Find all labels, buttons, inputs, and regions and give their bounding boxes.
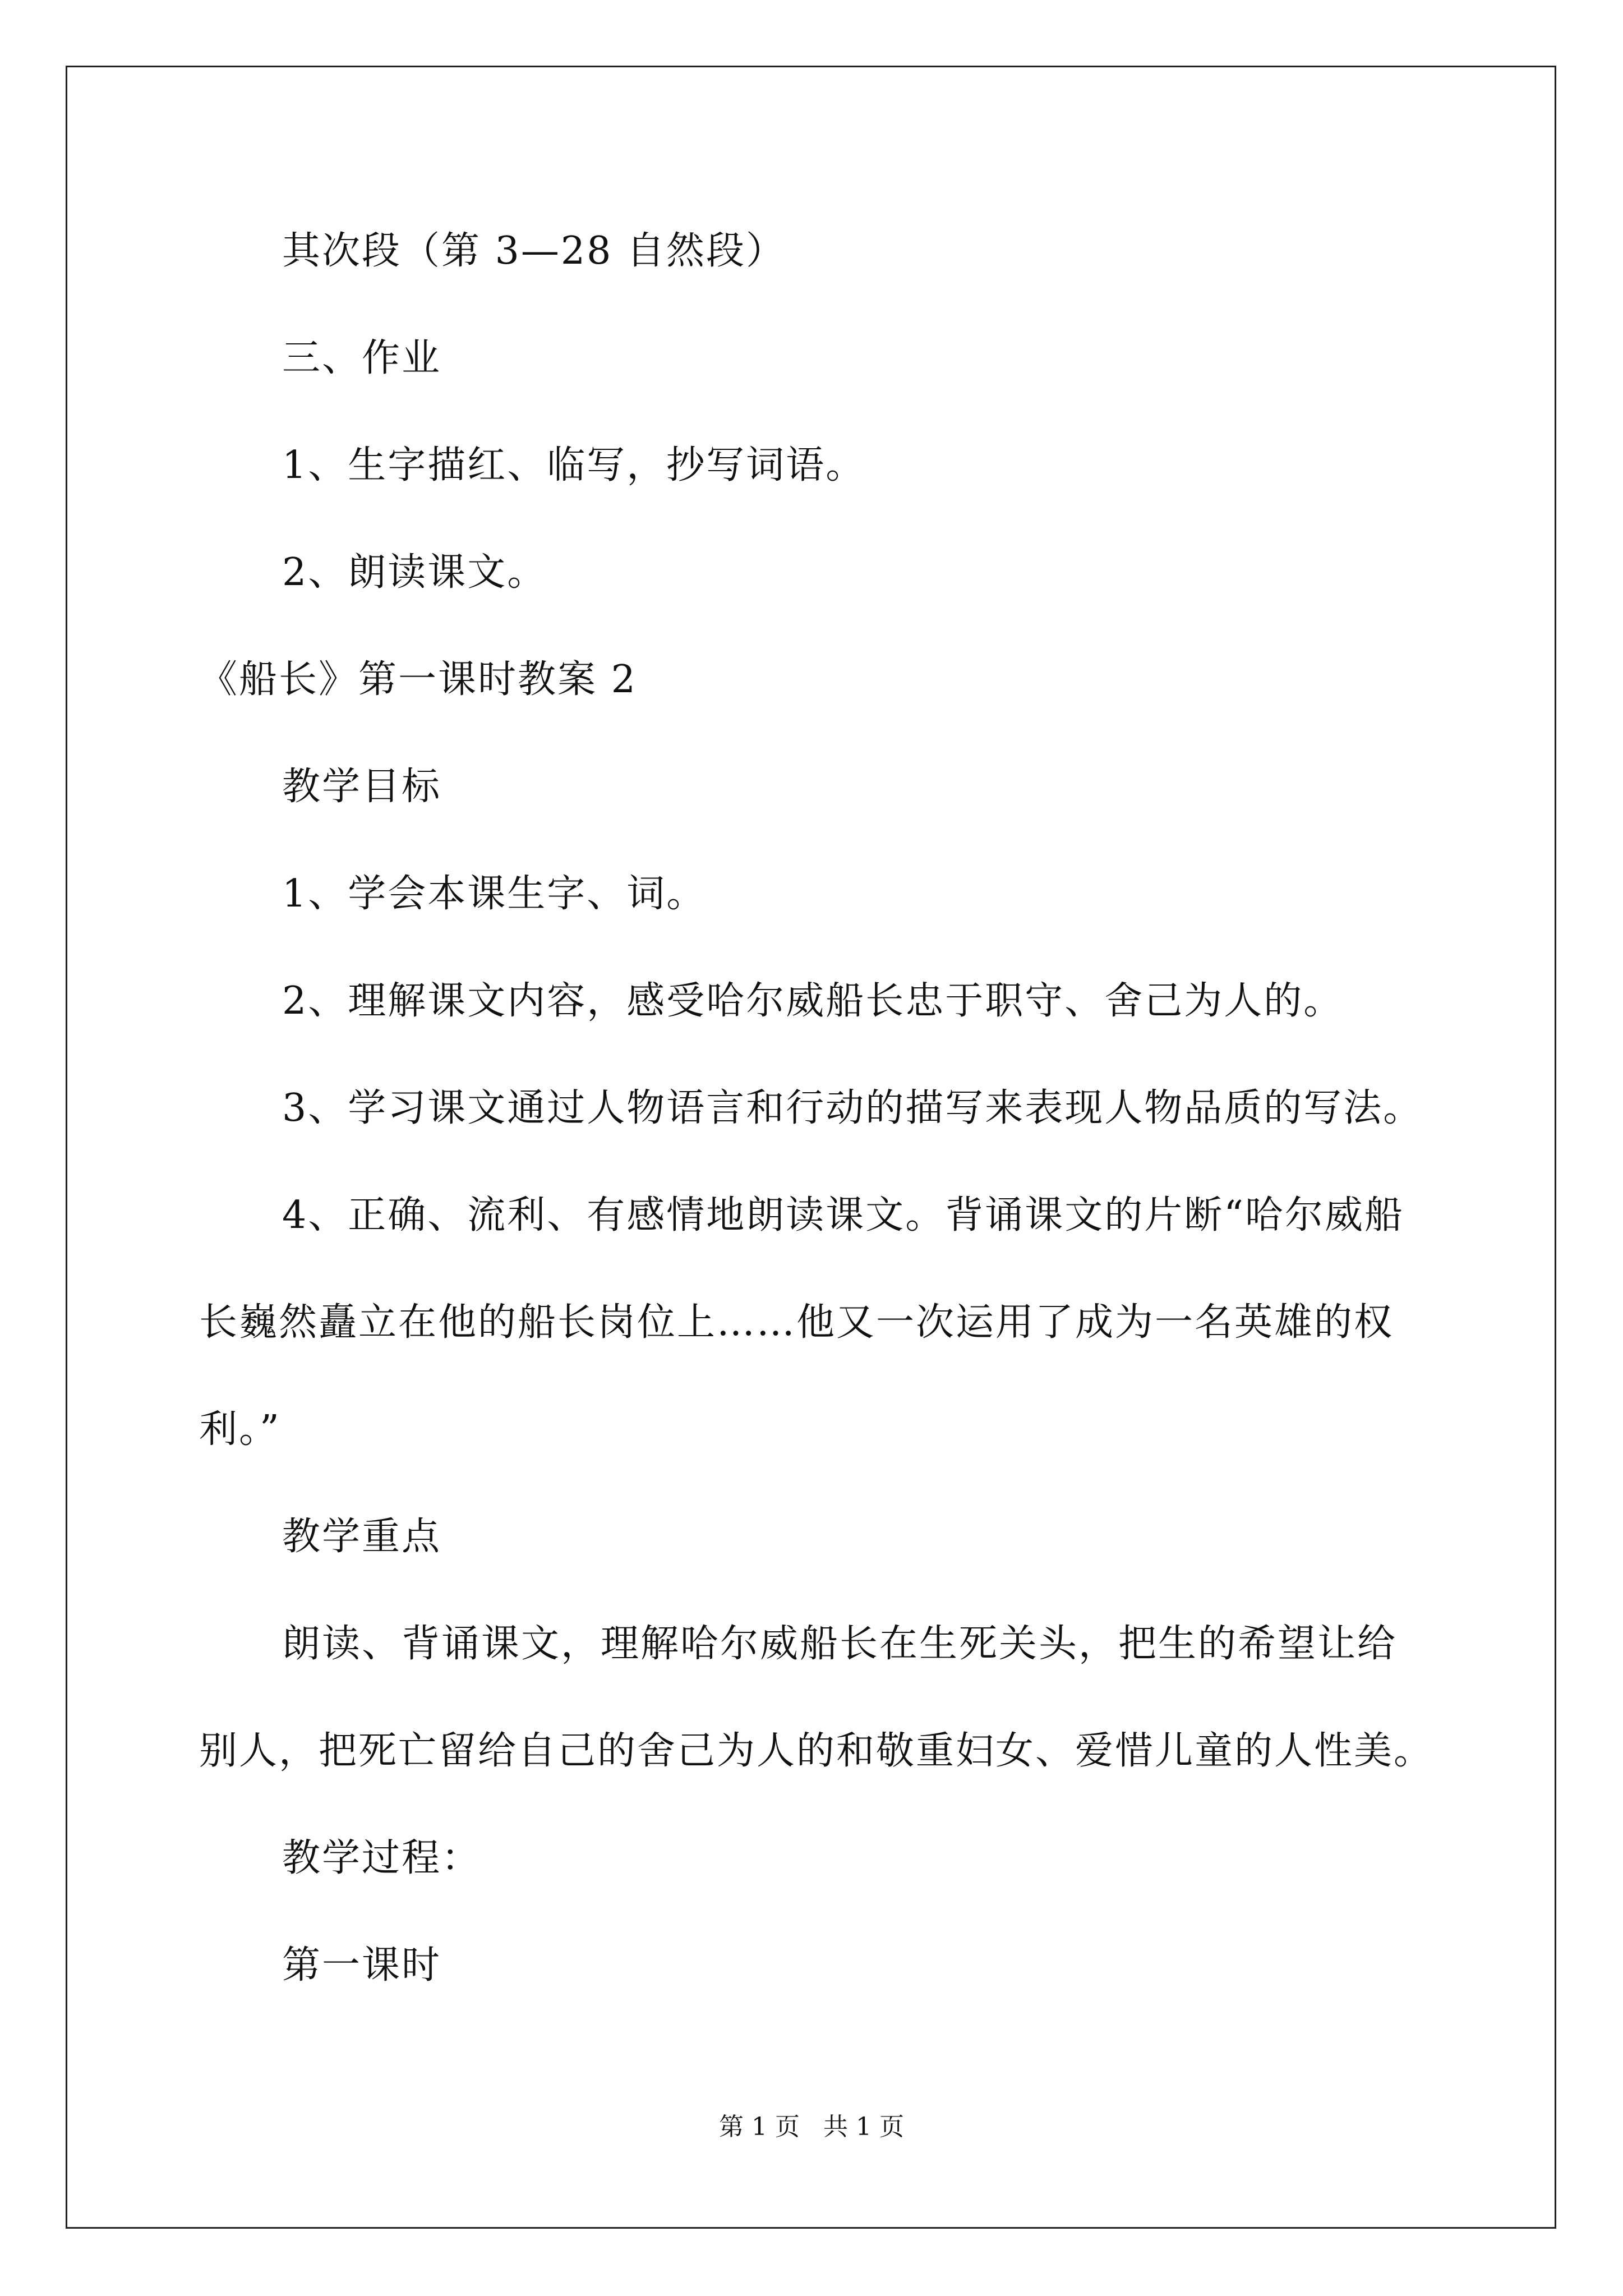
objective-item: 2、理解课文内容，感受哈尔威船长忠于职守、舍己为人的。	[282, 979, 1344, 1023]
homework-item: 1、生字描红、临写，抄写词语。	[282, 443, 866, 487]
objective-item-continued: 长巍然矗立在他的船长岗位上……他又一次运用了成为一名英雄的权	[199, 1300, 1394, 1345]
homework-heading: 三、作业	[282, 336, 442, 380]
objective-item: 1、学会本课生字、词。	[282, 872, 707, 916]
key-points-text-continued: 别人，把死亡留给自己的舍己为人的和敬重妇女、爱惜儿童的人性美。	[199, 1729, 1434, 1773]
key-points-text: 朗读、背诵课文，理解哈尔威船长在生死关头，把生的希望让给	[282, 1622, 1398, 1666]
first-period-heading: 第一课时	[282, 1943, 442, 1987]
process-heading: 教学过程：	[282, 1836, 482, 1880]
objective-item: 4、正确、流利、有感情地朗读课文。背诵课文的片断“哈尔威船	[282, 1193, 1405, 1237]
homework-item: 2、朗读课文。	[282, 550, 547, 595]
lesson-title: 《船长》第一课时教案 2	[199, 657, 637, 702]
page-footer: 第 1 页 共 1 页	[719, 2113, 904, 2141]
page-border	[66, 66, 1556, 2229]
section-heading: 其次段（第 3—28 自然段）	[282, 229, 786, 273]
key-points-heading: 教学重点	[282, 1515, 442, 1559]
objectives-heading: 教学目标	[282, 765, 442, 809]
objective-item: 3、学习课文通过人物语言和行动的描写来表现人物品质的写法。	[282, 1086, 1423, 1130]
objective-item-continued: 利。”	[199, 1407, 281, 1452]
